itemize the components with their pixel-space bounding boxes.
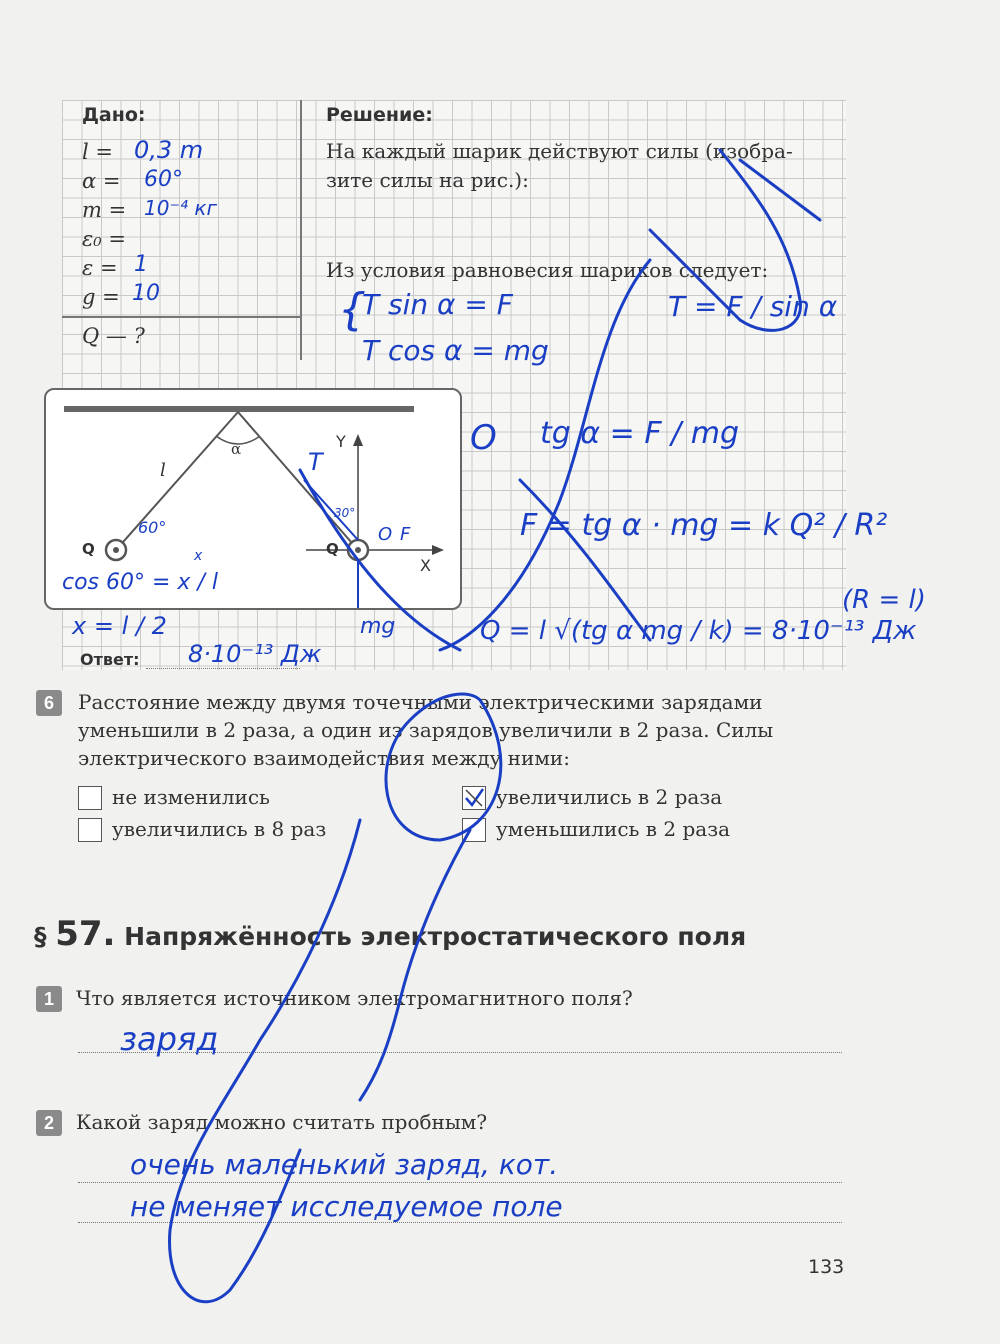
fig-q-left: Q	[82, 540, 95, 558]
given-value: 60°	[144, 167, 183, 192]
option-label-increase-2: увеличились в 2 раза	[496, 785, 723, 809]
section-title: Напряжённость электростатического поля	[124, 922, 747, 951]
fig-y: Y	[336, 432, 346, 451]
ink-stroke-8	[360, 830, 470, 1100]
answer-label: Ответ:	[80, 650, 140, 669]
hand-f: F = tg α · mg = k Q² / R²	[520, 508, 888, 543]
ink-stroke-6	[386, 694, 501, 840]
given-var: ε₀ =	[82, 227, 126, 251]
q1-text: Что является источником электромагнитного поля?	[76, 986, 633, 1010]
fig-hand-mg: mg	[360, 614, 396, 639]
solution-label: Решение:	[326, 104, 433, 126]
section-sign: §	[34, 922, 47, 951]
fig-l: l	[160, 460, 166, 481]
section-number: 57.	[55, 914, 116, 954]
hand-o: O	[470, 418, 497, 458]
given-var: m =	[82, 198, 127, 222]
hand-eq2: T cos α = mg	[362, 334, 549, 367]
fig-hand-angle2: 30°	[334, 506, 356, 520]
solution-line-2: зите силы на рис.):	[326, 168, 529, 192]
given-label: Дано:	[82, 104, 146, 126]
fig-hand-f: F	[400, 524, 411, 545]
given-value: 10	[132, 281, 160, 306]
hand-tf: T = F / sin α	[668, 290, 838, 323]
given-unknown: Q — ?	[82, 324, 145, 348]
task6-line-1: Расстояние между двумя точечными электрическими зарядами	[78, 690, 763, 714]
given-var: ε =	[82, 256, 118, 280]
task6-line-2: уменьшили в 2 раза, а один из зарядов увеличили в 2 раза. Силы	[78, 718, 774, 742]
q2-text: Какой заряд можно считать пробным?	[76, 1110, 488, 1134]
q1-hand: заряд	[120, 1020, 219, 1058]
ink-stroke-1	[650, 150, 800, 330]
solution-line-1: На каждый шарик действуют силы (изобра-	[326, 139, 793, 163]
q2-hand-2: не меняет исследуемое поле	[130, 1190, 563, 1223]
ink-stroke-3	[440, 260, 650, 650]
option-label-decrease-2: уменьшились в 2 раза	[496, 817, 731, 841]
fig-hand-cos: cos 60° = x / l	[62, 570, 218, 595]
answer-value: 8·10⁻¹³ Дж	[188, 640, 322, 668]
q2-hand-1: очень маленький заряд, кот.	[130, 1148, 559, 1181]
fig-hand-angle1: 60°	[138, 518, 167, 537]
hand-eq1: T sin α = F	[362, 288, 513, 321]
hand-r: (R = l)	[842, 585, 926, 615]
given-value: 1	[134, 252, 148, 277]
hand-brace: {	[338, 284, 366, 335]
fig-hand-xeq: x = l / 2	[72, 612, 167, 640]
task6-number: 6	[36, 690, 62, 716]
page-number: 133	[808, 1256, 845, 1278]
given-var: l =	[82, 140, 113, 164]
hand-q: Q = l √(tg α mg / k) = 8·10⁻¹³ Дж	[480, 616, 917, 646]
ink-stroke-7	[170, 820, 360, 1302]
given-value: 0,3 m	[134, 136, 204, 164]
fig-alpha: α	[231, 440, 242, 458]
fig-hand-x: x	[194, 548, 203, 564]
ink-stroke-4	[520, 480, 650, 640]
fig-x: X	[420, 556, 431, 575]
q1-number: 1	[36, 986, 62, 1012]
fig-hand-t: T	[308, 448, 323, 476]
task6-line-3: электрического взаимодействия между ними:	[78, 746, 570, 770]
fig-q-right: Q	[326, 540, 339, 558]
hand-ratio: tg α = F / mg	[540, 416, 740, 451]
solution-line-3: Из условия равновесия шариков следует:	[326, 258, 769, 282]
fig-hand-o: O	[378, 524, 393, 545]
given-value: 10⁻⁴ кг	[144, 196, 217, 220]
option-label-unchanged: не изменились	[112, 785, 270, 809]
given-var: α =	[82, 169, 121, 193]
q2-number: 2	[36, 1110, 62, 1136]
ink-stroke-5	[300, 470, 460, 650]
option-label-increase-8: увеличились в 8 раз	[112, 817, 327, 841]
given-var: g =	[82, 285, 120, 309]
